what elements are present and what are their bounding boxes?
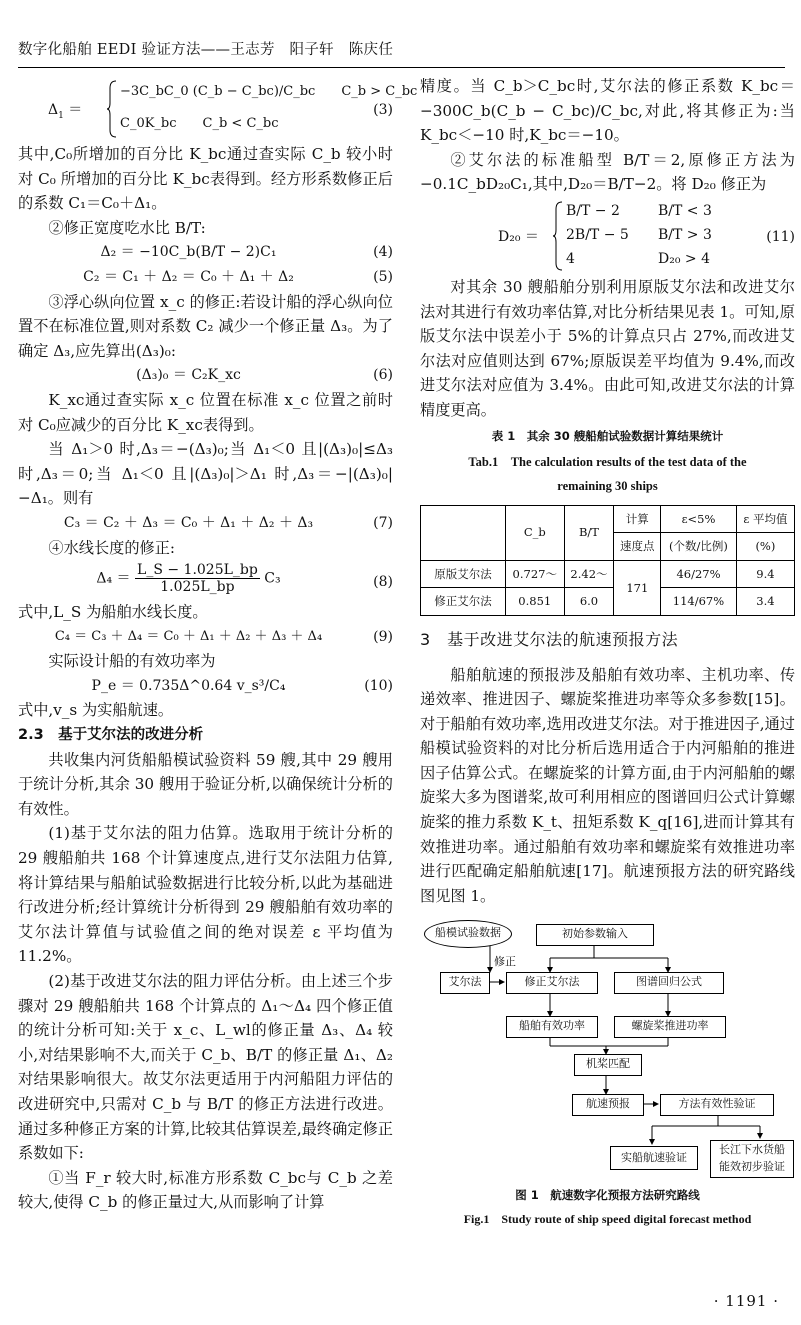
correct-label: 修正: [494, 955, 516, 969]
header-rule: [18, 67, 785, 68]
eq3-case-1: −3C_bC_0 (C_b − C_bc)/C_bc C_b > C_bc: [120, 84, 418, 99]
paragraph: ②艾尔法的标准船型 B/T＝2,原修正方法为−0.1C_bD₂₀C₁,其中,D₂₀＝B/T−2。将 D₂₀ 修正为: [420, 150, 795, 194]
figure-caption-en: Fig.1 Study route of ship speed digital forecast method: [463, 1212, 752, 1227]
paragraph: 精度。当 C_b＞C_bc时,艾尔法的修正系数 K_bc＝−300C_b(C_b − C_bc)/C_bc,对此,将其修正为:当 K_bc＜−10 时,K_bc＝−10。: [420, 77, 795, 145]
paragraph: ③浮心纵向位置 x_c 的修正:若设计船的浮心纵向位置不在标准位置,则对系数 C₂ 减少一个修正量 Δ₃。为了确定 Δ₃,应先算出(Δ₃)₀:: [18, 292, 393, 360]
equation-11: D₂₀ ＝ B/T − 2 B/T < 3 2B/T − 5 B/T > 3 4 D₂₀ > 4 (11): [420, 197, 795, 275]
equation-10: P_e ＝ 0.735Δ^0.64 v_s³/C₄ (10): [91, 677, 393, 694]
paragraph: 共收集内河货船船模试验资料 59 艘,其中 29 艘用于统计分析,其余 30 艘用于验证分析,以确保统计分析的有效性。: [18, 750, 393, 818]
modified-ayre-box: 修正艾尔法: [506, 972, 598, 994]
equation-7: C₃ ＝ C₂ ＋ Δ₃ ＝ C₀ ＋ Δ₁ ＋ Δ₂ ＋ Δ₃ (7): [63, 514, 393, 531]
eq3-number: (3): [373, 102, 393, 118]
paragraph: (1)基于艾尔法的阻力估算。选取用于统计分析的 29 艘船舶共 168 个计算速度点,进行艾尔法阻力估算,将计算结果与船舶试验数据进行比较分析,以此为基础进行改进分析;经计算统计分析得到 29 艘船舶有效功率的艾尔法计算值与试验值之间的绝对误差 ε 平均值为 11.2%。: [18, 824, 393, 966]
speed-forecast-box: 航速预报: [572, 1094, 644, 1116]
paragraph: 其中,C₀所增加的百分比 K_bc通过查实际 C_b 较小时对 C₀ 所增加的百分比 K_bc表得到。经方形系数修正后的系数 C₁＝C₀＋Δ₁。: [18, 145, 393, 213]
equation-3: $\Delta_1$ ＝ −3C_bC_0 (C_b − C_bc)/C_bc C_b > C_bc C_0K_bc C_b < C_bc (3): [18, 76, 393, 142]
right-column: [420, 74, 795, 1227]
model-data-ellipse: 船模试验数据: [424, 920, 512, 948]
table-row: 原版艾尔法 0.727～ 2.42～ 171 46/27% 9.4: [421, 560, 795, 588]
running-header: 数字化船舶 EEDI 验证方法——王志芳 阳子轩 陈庆任: [18, 42, 394, 58]
paragraph: ②修正宽度吃水比 B/T:: [48, 218, 206, 237]
brace-icon: [552, 201, 564, 271]
page-number: · 1191 ·: [713, 1292, 779, 1310]
ayre-box: 艾尔法: [440, 972, 490, 994]
real-ship-check-box: 实船航速验证: [610, 1146, 698, 1170]
left-column: [18, 74, 418, 1215]
chart-regression-box: 图谱回归公式: [614, 972, 724, 994]
equation-8: Δ₄ ＝ $\frac{L\_S - 1.025L\_bp}{1.025L\_bp}$ C₃ (8): [96, 562, 393, 596]
effective-power-box: 船舶有效功率: [506, 1016, 598, 1038]
paragraph: K_xc通过查实际 x_c 位置在标准 x_c 位置之前时对 C₀应减少的百分比 K_xc表得到。: [18, 390, 393, 434]
equation-6: (Δ₃)₀ ＝ C₂K_xc (6): [136, 367, 393, 384]
paragraph: 当 Δ₁＞0 时,Δ₃＝−(Δ₃)₀;当 Δ₁＜0 且|(Δ₃)₀|≤Δ₃ 时,Δ₃＝0;当 Δ₁＜0 且|(Δ₃)₀|＞Δ₁ 时,Δ₃＝−|(Δ₃)₀|−Δ₁。则有: [18, 440, 393, 508]
validity-check-box: 方法有效性验证: [660, 1094, 774, 1116]
paragraph: ①当 F_r 较大时,标准方形系数 C_bc与 C_b 之差较大,使得 C_b 的修正量过大,从而影响了计算: [18, 1168, 393, 1212]
equation-4: Δ₂ ＝ −10C_b(B/T − 2)C₁ (4): [100, 244, 393, 261]
equation-9: C₄ ＝ C₃ ＋ Δ₄ ＝ C₀ ＋ Δ₁ ＋ Δ₂ ＋ Δ₃ ＋ Δ₄ (9): [54, 628, 393, 645]
equation-5: C₂ ＝ C₁ ＋ Δ₂ ＝ C₀ ＋ Δ₁ ＋ Δ₂ (5): [83, 268, 393, 285]
table-row: C_b B/T 计算 ε<5% ε 平均值: [421, 505, 795, 533]
table-row: 修正艾尔法 0.851 6.0 114/67% 3.4: [421, 588, 795, 616]
paragraph: 对其余 30 艘船舶分别利用原版艾尔法和改进艾尔法对其进行有效功率估算,对比分析结果见表 1。可知,原版艾尔法中误差小于 5%的计算点只占 27%,而改进艾尔法对应值则达到 67%;原版误差平均值为 9.4%,而改进艾尔法对应值为 3.4%。由此可知,改进艾尔法的计算精度更高。: [420, 277, 795, 419]
propeller-power-box: 螺旋桨推进功率: [614, 1016, 726, 1038]
paragraph: ④水线长度的修正:: [48, 538, 176, 557]
figure-caption-cn: 图 1 航速数字化预报方法研究路线: [515, 1188, 700, 1203]
flowchart: [420, 920, 795, 1227]
paragraph: 式中,v_s 为实船航速。: [18, 701, 174, 720]
engine-propeller-match-box: 机桨匹配: [574, 1054, 642, 1076]
paragraph: 实际设计船的有效功率为: [48, 652, 216, 671]
table-caption-en: remaining 30 ships: [557, 478, 658, 493]
paragraph: 船舶航速的预报涉及船舶有效功率、主机功率、传递效率、推进因子、螺旋桨推进功率等众多参数[15]。对于船舶有效功率,选用改进艾尔法。对于推进因子,通过船模试验资料的对比分析后选用适合于内河船舶的推进因子估算公式。在螺旋桨的计算方面,由于内河船舶的螺旋桨大多为图谱桨,故可利用相应的图谱回归公式计算螺旋桨的推力系数 K_t、扭矩系数 K_q[16],进而计算其有效推进功率。通过船舶有效功率和螺旋桨有效推进功率进行匹配确定船舶航速[17]。航速预报方法的研究路线图见图 1。: [420, 665, 795, 905]
initial-input-box: 初始参数输入: [536, 924, 654, 946]
table-caption-en: Tab.1 The calculation results of the test data of the: [468, 454, 747, 469]
results-table: [420, 505, 795, 616]
section-heading: 3 基于改进艾尔法的航速预报方法: [420, 629, 679, 649]
yangtze-check-box: 长江下水货船 能效初步验证: [710, 1140, 794, 1178]
brace-icon: [106, 80, 118, 138]
paragraph: 式中,L_S 为船舶水线长度。: [18, 603, 208, 622]
paragraph: (2)基于改进艾尔法的阻力评估分析。由上述三个步骤对 29 艘船舶共 168 个计算点的 Δ₁～Δ₄ 四个修正值的统计分析可知:关于 x_c、L_wl的修正量 Δ₃、Δ₄ 较小,对结果影响不大,而关于 C_b、B/T 的修正量 Δ₁、Δ₂ 对结果影响很大。故艾尔法更适用于内河船阻力评估的改进研究中,只需对 C_b 与 B/T 的修正方法进行改进。通过多种修正方案的计算,比较其估算误差,最终确定修正系数如下:: [18, 972, 393, 1163]
eq3-case-2: C_0K_bc C_b < C_bc: [120, 116, 279, 131]
table-row: 速度点 (个数/比例) (%): [421, 533, 795, 561]
section-heading: 2.3 基于艾尔法的改进分析: [18, 727, 204, 744]
table-caption-cn: 表 1 其余 30 艘船舶试验数据计算结果统计: [491, 428, 724, 443]
